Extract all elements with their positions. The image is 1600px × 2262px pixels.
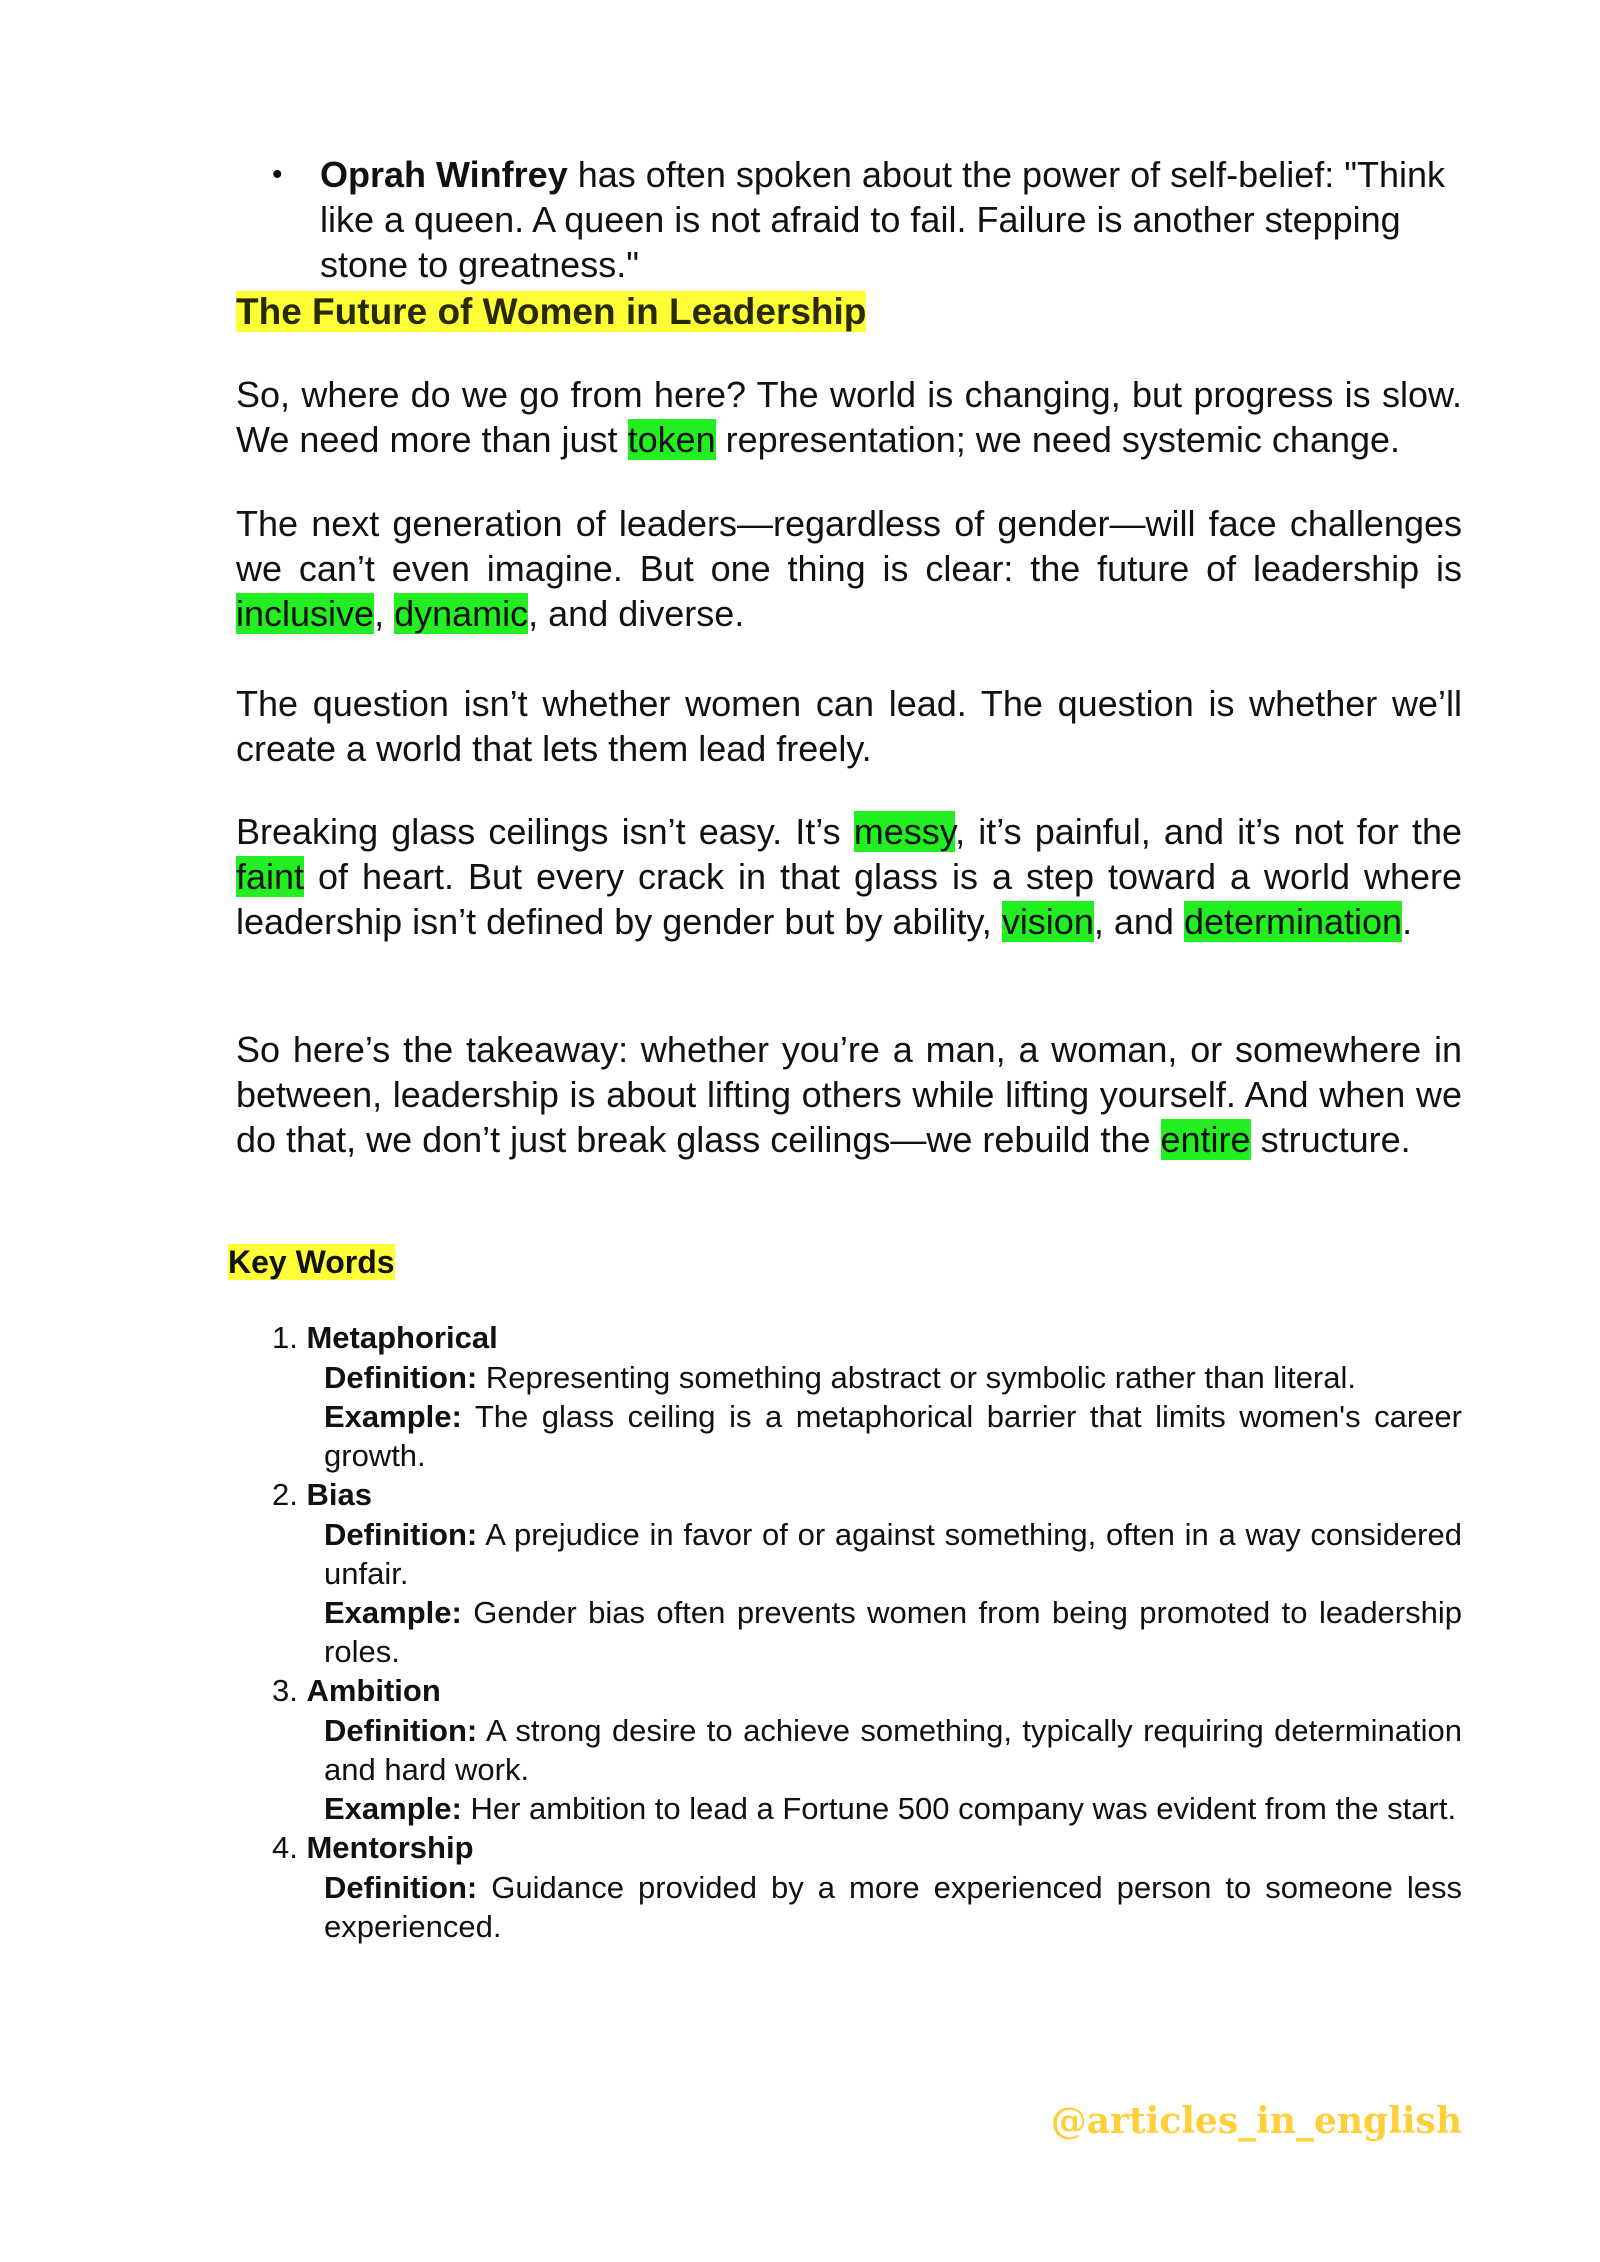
key-word-definition [272, 1515, 1462, 1593]
p4-text-e: . [1402, 901, 1413, 942]
section-heading [236, 288, 866, 336]
p2-highlight-inclusive: inclusive [236, 593, 375, 634]
key-word-term: Ambition [306, 1673, 441, 1708]
key-word-definition [272, 1868, 1462, 1946]
key-word-item [272, 1475, 1462, 1671]
p5-text-a: So here’s the takeaway: whether you’re a man, a woman, or somewhere in between, leadership is about lifting others while lifting yourself. And when we do that, we don’t just break glass ceilings—we rebuild the [236, 1029, 1462, 1160]
key-word-number: 1. [272, 1320, 298, 1355]
key-word-term: Bias [306, 1477, 372, 1512]
definition-label: Definition: [324, 1870, 478, 1905]
paragraph-4 [236, 809, 1462, 944]
p1-text-b: representation; we need systemic change. [715, 419, 1401, 460]
key-word-item [272, 1671, 1462, 1828]
bullet-dot: • [272, 158, 283, 191]
author-handle: @articles_in_english [1050, 2100, 1462, 2142]
example-text: Gender bias often prevents women from being promoted to leadership roles. [324, 1595, 1462, 1669]
key-word-example [272, 1789, 1462, 1828]
quote-person-name: Oprah Winfrey [320, 154, 568, 195]
key-word-term: Mentorship [306, 1830, 474, 1865]
paragraph-1 [236, 372, 1462, 462]
key-word-example [272, 1593, 1462, 1671]
p2-text-c: , and diverse. [528, 593, 745, 634]
example-text: Her ambition to lead a Fortune 500 company was evident from the start. [461, 1791, 1457, 1826]
key-word-item [272, 1828, 1462, 1946]
key-word-term-line [272, 1318, 1462, 1358]
quote-text: has often spoken about the power of self-belief: "Think like a queen. A queen is not afraid to fail. Failure is another stepping stone to greatness." [320, 154, 1446, 285]
p1-highlight-token: token [627, 419, 716, 460]
p4-text-c: of heart. But every crack in that glass is a step toward a world where leadership isn’t defined by gender but by ability, [236, 856, 1462, 942]
key-word-term-line [272, 1671, 1462, 1711]
p4-highlight-faint: faint [236, 856, 305, 897]
p4-highlight-vision: vision [1001, 901, 1094, 942]
p4-text-b: , it’s painful, and it’s not for the [955, 811, 1462, 852]
definition-text: A strong desire to achieve something, typically requiring determination and hard work. [324, 1713, 1462, 1787]
definition-text: Representing something abstract or symbolic rather than literal. [477, 1360, 1356, 1395]
p2-text-b: , [374, 593, 395, 634]
paragraph-2 [236, 501, 1462, 636]
key-word-number: 3. [272, 1673, 298, 1708]
key-word-number: 4. [272, 1830, 298, 1865]
p4-highlight-determination: determination [1183, 901, 1403, 942]
key-words-heading-text: Key Words [228, 1244, 395, 1280]
key-word-definition [272, 1358, 1462, 1397]
key-word-example [272, 1397, 1462, 1475]
p4-text-a: Breaking glass ceilings isn’t easy. It’s [236, 811, 854, 852]
key-words-list [272, 1318, 1462, 1946]
p2-text-a: The next generation of leaders—regardless of gender—will face challenges we can’t even imagine. But one thing is clear: the future of leadership is [236, 503, 1462, 589]
key-word-number: 2. [272, 1477, 298, 1512]
quote-paragraph [320, 152, 1462, 287]
definition-label: Definition: [324, 1517, 478, 1552]
key-word-term-line [272, 1828, 1462, 1868]
p4-text-d: , and [1093, 901, 1184, 942]
section-heading-text: The Future of Women in Leadership [236, 291, 867, 332]
key-word-definition [272, 1711, 1462, 1789]
p2-highlight-dynamic: dynamic [394, 593, 529, 634]
p4-highlight-messy: messy [853, 811, 956, 852]
definition-label: Definition: [324, 1713, 478, 1748]
key-word-term: Metaphorical [306, 1320, 498, 1355]
example-label: Example: [324, 1595, 462, 1630]
example-label: Example: [324, 1399, 462, 1434]
example-text: The glass ceiling is a metaphorical barrier that limits women's career growth. [324, 1399, 1462, 1473]
paragraph-3 [236, 681, 1462, 771]
definition-text: A prejudice in favor of or against something, often in a way considered unfair. [324, 1517, 1462, 1591]
p1-text-a: So, where do we go from here? The world is changing, but progress is slow. We need more than just [236, 374, 1462, 460]
key-word-term-line [272, 1475, 1462, 1515]
p5-text-b: structure. [1250, 1119, 1411, 1160]
definition-label: Definition: [324, 1360, 478, 1395]
p5-highlight-entire: entire [1160, 1119, 1251, 1160]
key-word-item [272, 1318, 1462, 1475]
key-words-heading [228, 1242, 395, 1282]
example-label: Example: [324, 1791, 462, 1826]
p3-text-a: The question isn’t whether women can lead. The question is whether we’ll create a world that lets them lead freely. [236, 683, 1462, 769]
paragraph-5 [236, 1027, 1462, 1162]
definition-text: Guidance provided by a more experienced person to someone less experienced. [324, 1870, 1462, 1944]
